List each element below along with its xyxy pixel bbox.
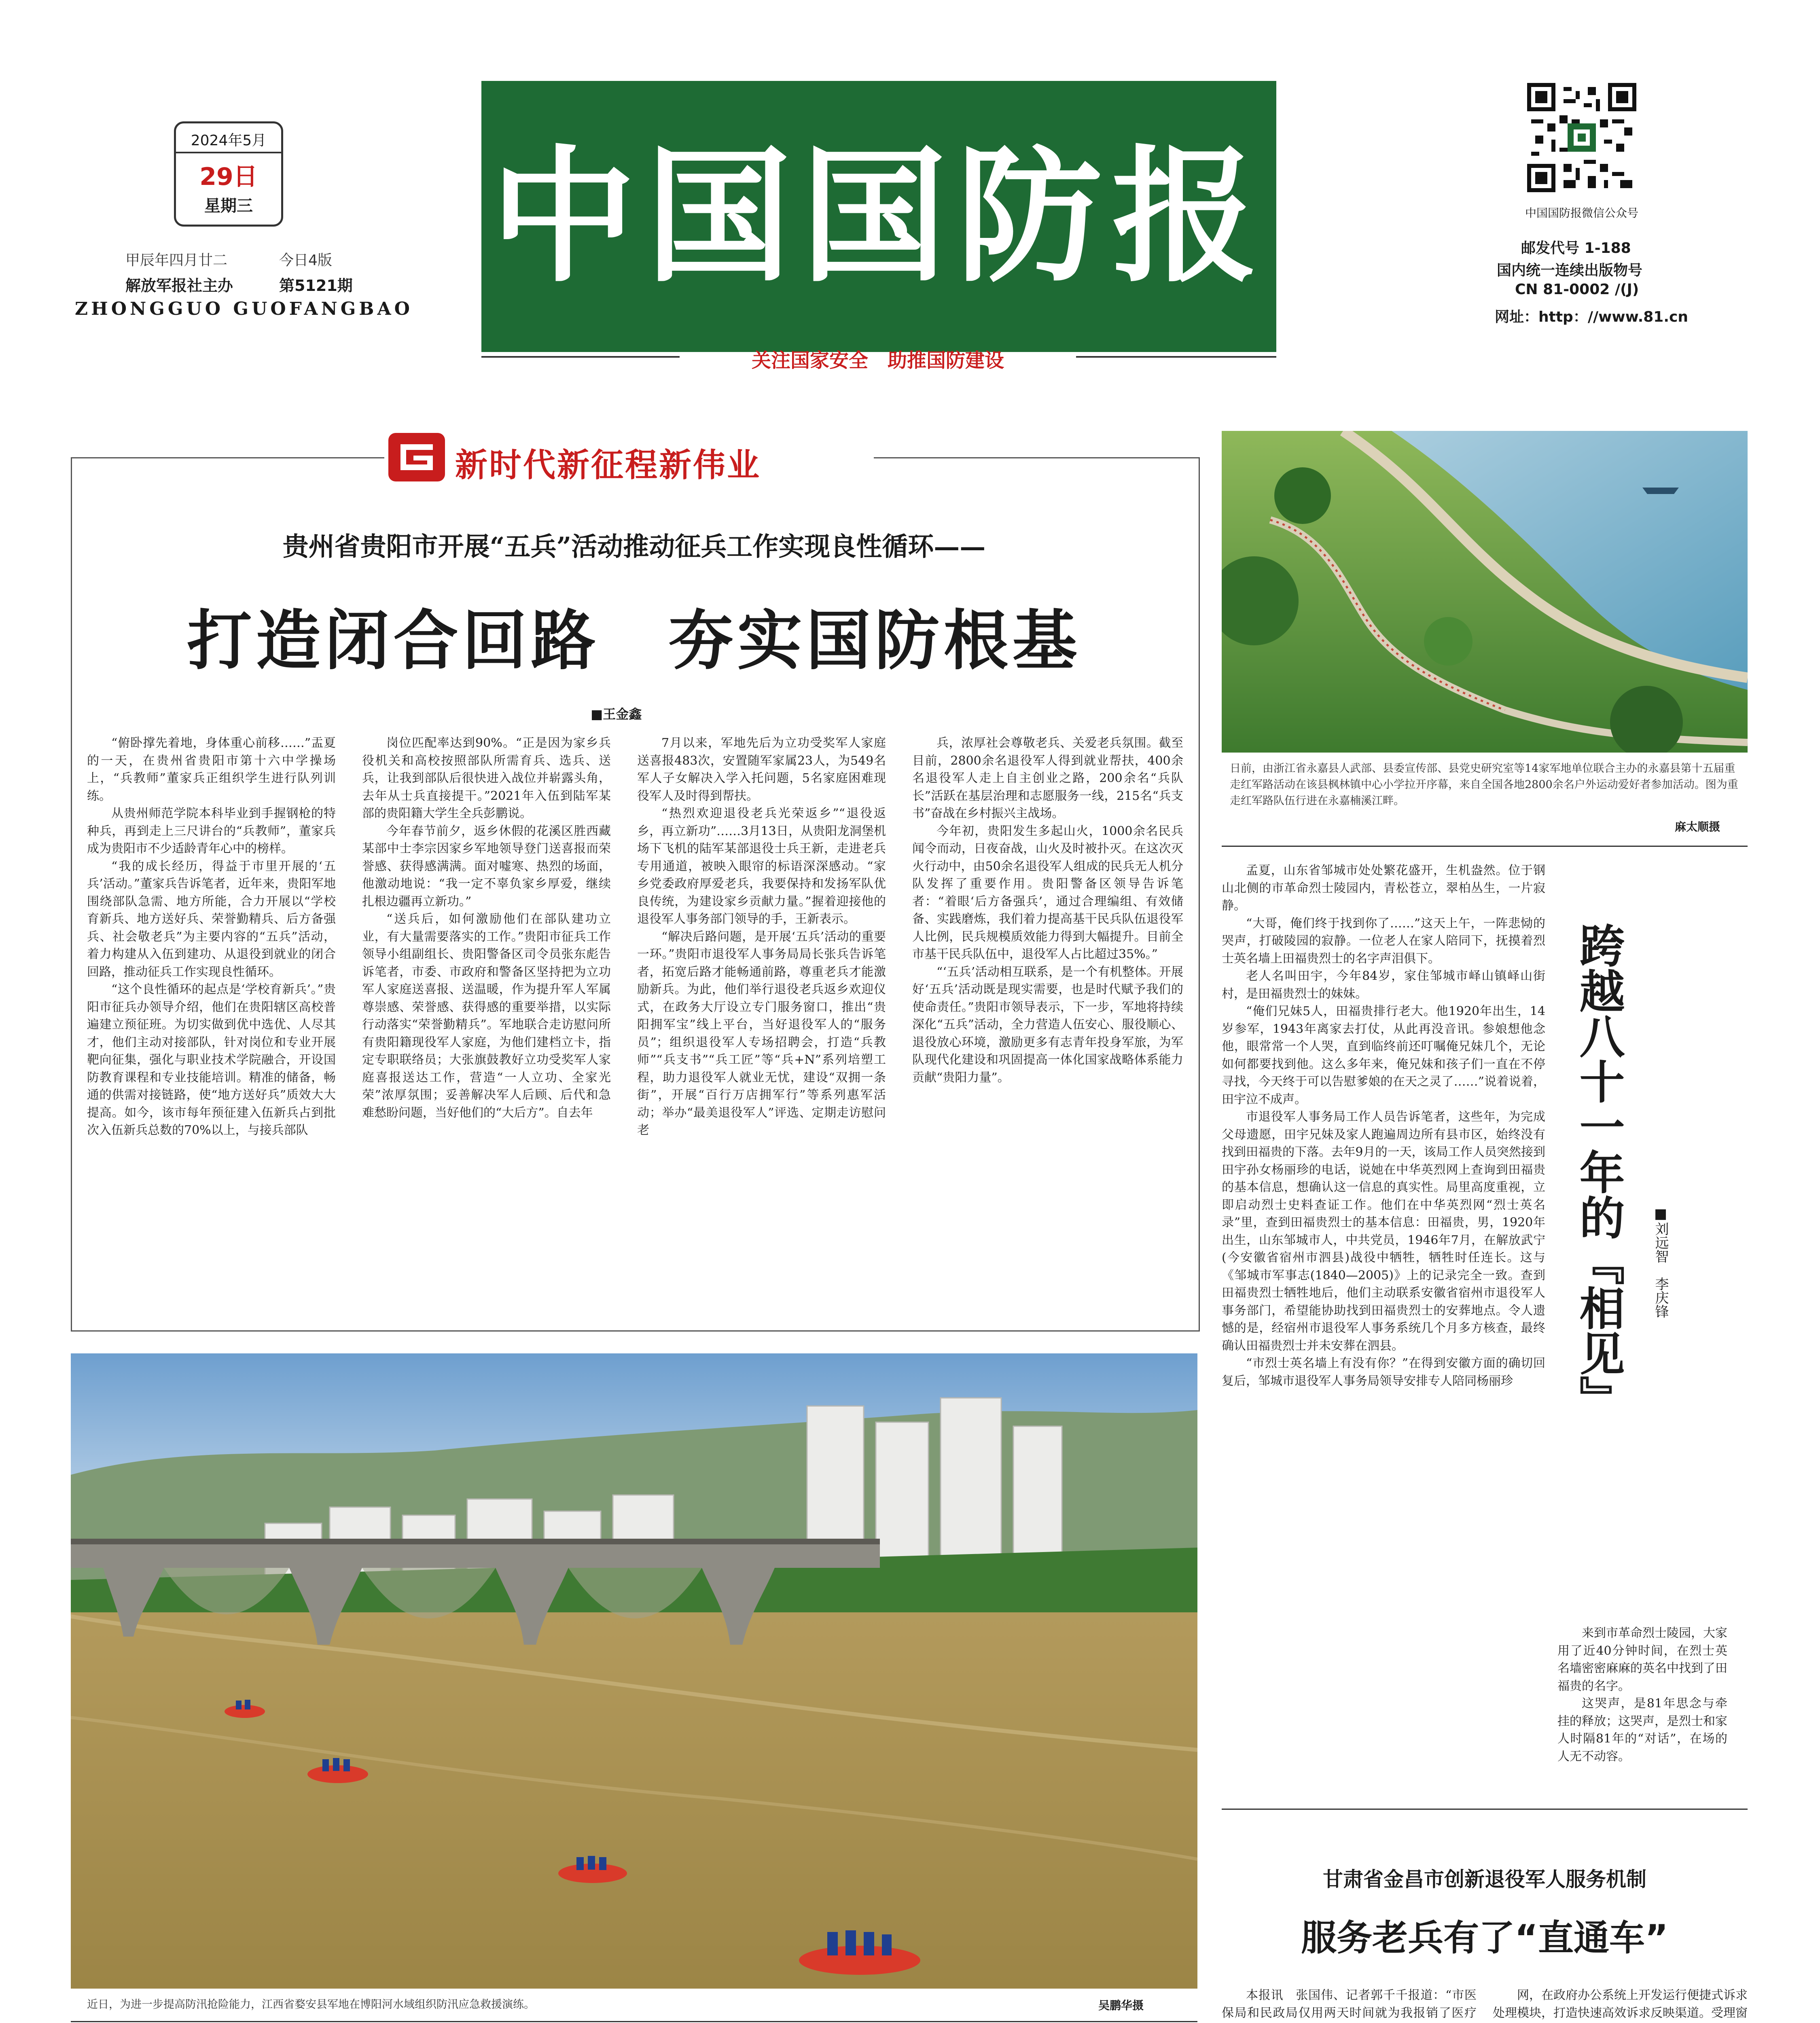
gansu-top-rule [1222, 1809, 1748, 1810]
lead-column-4 [912, 734, 1183, 1317]
lead-column-2 [362, 734, 611, 1317]
paragraph: 孟夏，山东省邹城市处处繁花盛开，生机盎然。位于钢山北侧的市革命烈士陵园内，青松苍立，翠柏丛生，一片寂静。 [1222, 863, 1545, 913]
banner-emblem-icon [388, 433, 445, 481]
edition-count: 今日4版 [279, 252, 332, 269]
paragraph: 市退役军人事务局工作人员告诉笔者，这些年，为完成父母遗愿，田宇兄妹及家人跑遍周边所有县市区，始终没有找到田福贵的下落。去年9月的一天，该局工作人员突然接到田宇孙女杨丽珍的电话，说她在中华英烈网上查询到田福贵的基本信息，想确认这一信息的真实性。局里高度重视，立即启动烈士史料查证工作。他们在中华英烈网“烈士英名录”里，查到田福贵烈士的基本信息：田福贵，男，1920年出生，山东邹城市人，中共党员，1946年7月，在解放武宁(今安徽省宿州市泗县)战役中牺牲，牺牲时任连长。这与《邹城市军事志(1840—2005)》上的记录完全一致。查到田福贵烈士牺牲地后，他们主动联系安徽省宿州市退役军人事务部门，希望能协助找到田福贵烈士的安葬地点。令人遗憾的是，经宿州市退役军人事务系统几个月多方核查，最终确认田福贵烈士并未安葬在泗县。 [1222, 1110, 1545, 1353]
side-story-headline: 跨越八十一年的『相见』 [1572, 922, 1625, 1421]
drill-credit: 吴鹏华摄 [1098, 1999, 1144, 2012]
lead-kicker: 贵州省贵阳市开展“五兵”活动推动征兵工作实现良性循环—— [282, 532, 986, 562]
slogan-rule-right [1076, 356, 1276, 358]
drill-photo [71, 1353, 1197, 1989]
hiking-caption-box [1222, 761, 1748, 838]
lead-column-1 [87, 734, 336, 1317]
paragraph: “这个良性循环的起点是‘学校育新兵’。”贵阳市征兵办领导介绍，他们在贵阳辖区高校普遍建立预征班。为切实做到优中选优、人尽其才，他们主动对接部队，针对岗位和专业开展靶向征集，强化与职业技术学院融合，开设国防教育课程和专业技能培训。精准的储备，畅通的供需对接链路，使“地方送好兵”质效大大提高。如今，该市每年预征建入伍新兵占到批次入伍新兵总数的70%以上，与接兵部队 [87, 982, 336, 1137]
hiking-credit: 麻太顺摄 [1675, 820, 1720, 833]
paragraph: 从贵州师范学院本科毕业到手握钢枪的特种兵，再到走上三尺讲台的“兵教师”，董家兵成为贵阳市不少适龄青年心中的榜样。 [87, 806, 336, 856]
hiking-photo-graphic [1222, 431, 1748, 753]
paragraph: 老人名叫田宇，今年84岁，家住邹城市峄山镇峄山街村，是田福贵烈士的妹妹。 [1222, 969, 1545, 1001]
lead-byline: ■王金鑫 [591, 706, 642, 722]
weekday: 星期三 [204, 197, 253, 215]
lead-column-3 [637, 734, 886, 1317]
date-day: 29日 [199, 163, 258, 191]
paragraph: 今年春节前夕，返乡休假的花溪区胜西藏某部中士李宗因家乡军地领导登门送喜报而荣誉感、获得感满满。面对嘘寒、热烈的场面，他激动地说：“我一定不辜负家乡厚爱，继续扎根边疆再立新功。” [362, 824, 611, 909]
slogan-rule-left [481, 356, 680, 358]
pinyin-title: ZHONGGUO GUOFANGBAO [75, 299, 413, 319]
hiking-photo [1222, 431, 1748, 753]
paragraph: “市烈士英名墙上有没有你？”在得到安徽方面的确切回复后，邹城市退役军人事务局领导安排专人陪同杨丽珍 [1222, 1356, 1545, 1388]
qr-code-graphic [1527, 83, 1636, 192]
section-banner-title: 新时代新征程新伟业 [455, 446, 761, 484]
website[interactable]: 网址：http：//www.81.cn [1495, 309, 1689, 325]
serial-label: 国内统一连续出版物号 [1497, 262, 1643, 279]
paragraph: 网，在政府办公系统上开发运行便捷式诉求处理模块，打造快速高效诉求反映渠道。受理窗 [1493, 1988, 1748, 2020]
drill-bottom-rule [71, 2021, 1197, 2022]
qr-code[interactable] [1527, 83, 1636, 192]
paragraph: “我的成长经历，得益于市里开展的‘五兵’活动。”董家兵告诉笔者，近年来，贵阳军地围绕部队急需、地方所能，合力开展以“学校育新兵、地方送好兵、荣誉勤精兵、后方备强兵、社会敬老兵”为主要内容的“五兵”活动，着力构建从入伍到建功、从退役到就业的闭合回路，推动征兵工作实现良性循环。 [87, 859, 336, 979]
paragraph: “俺们兄妹5人，田福贵排行老大。他1920年出生，14岁参军，1943年离家去打仗，从此再没音讯。参娘想他念他，眼常常一个人哭，直到临终前还叮嘱俺兄妹几个，无论如何都要找到他。这么多年来，俺兄妹和孩子们一直在不停寻找，今天终于可以告慰爹娘的在天之灵了……”说着说着，田宇泣不成声。 [1222, 1004, 1545, 1107]
paragraph: “送兵后，如何激励他们在部队建功立业，有大量需要落实的工作。”贵阳市征兵工作领导小组副组长、贵阳警备区司令员张东彪告诉笔者，市委、市政府和警备区坚持把为立功军人家庭送喜报、送温暖，作为提升军人军属尊崇感、荣誉感、获得感的重要举措，以实际行动落实“荣誉勤精兵”。军地联合走访慰问所有贵阳籍现役军人家庭，为他们建档立卡，指定专职联络员；大张旗鼓教好立功受奖军人家庭喜报送达工作，营造“一人立功、全家光荣”浓厚氛围；妥善解决军人后顾、后代和急难愁盼问题，当好他们的“大后方”。自去年 [362, 912, 611, 1120]
paragraph: 岗位匹配率达到90%。“正是因为家乡兵役机关和高校按照部队所需育兵、选兵、送兵，让我到部队后很快进入战位并崭露头角，去年从士兵直接提干。”2021年入伍到陆军某部的贵阳籍大学生全兵彭鹏说。 [362, 736, 611, 821]
paragraph: 本报讯 张国伟、记者郭千千报道：“市医保局和民政局仅用两天时间就为我报销了医疗 [1222, 1988, 1477, 2020]
section-banner [384, 431, 874, 483]
publisher: 解放军报社主办 [125, 277, 233, 295]
gansu-column-2 [1493, 1987, 1748, 2023]
gansu-headline: 服务老兵有了“直通车” [1301, 1917, 1668, 1959]
drill-photo-graphic [71, 1353, 1197, 1989]
side-story-column-b [1557, 1624, 1727, 1794]
paragraph: “大哥，俺们终于找到你了……”这天上午，一阵悲恸的哭声，打破陵园的寂静。一位老人在家人陪同下，抚摸着烈士英名墙上田福贵烈士的名字声泪俱下。 [1222, 916, 1545, 966]
paragraph: 兵，浓厚社会尊敬老兵、关爱老兵氛围。截至目前，2800余名退役军人得到就业帮扶，400余名退役军人走上自主创业之路，200余名“兵队长”活跃在基层治理和志愿服务一线，215名“兵支书”奋战在乡村振兴主战场。 [912, 736, 1183, 821]
paragraph: “解决后路问题，是开展‘五兵’活动的重要一环。”贵阳市退役军人事务局局长张兵告诉笔者，拓宽后路才能畅通前路，尊重老兵才能激励新兵。为此，他们举行退役老兵返乡欢迎仪式，在政务大厅设立专门服务窗口，推出“贵阳拥军宝”线上平台，当好退役军人的“服务员”；组织退役军人专场招聘会，打造“兵教师”“兵支书”“兵工匠”等“兵+N”系列培塑工程，助力退役军人就业无忧，建设“双拥一条街”，开展“百行万店拥军行”等系列惠军活动；举办“最美退役军人”评选、定期走访慰问老 [637, 929, 886, 1137]
side-story-byline: ■刘远智 李庆锋 [1653, 1206, 1669, 1318]
paragraph: 今年初，贵阳发生多起山火，1000余名民兵闻令而动，日夜奋战，山火及时被扑灭。在这次灭火行动中，由50余名退役军人组成的民兵无人机分队发挥了重要作用。贵阳警备区领导告诉笔者：“着眼‘后方备强兵’，通过合理编组、有效储备、实践磨炼，我们着力提高基干民兵队伍退役军人比例，民兵规模质效能力得到大幅提升。目前全市基干民兵队伍中，退役军人占比超过35%。” [912, 824, 1183, 961]
gansu-kicker: 甘肃省金昌市创新退役军人服务机制 [1323, 1867, 1646, 1891]
paragraph: “俯卧撑先着地，身体重心前移……”盂夏的一天，在贵州省贵阳市第十六中学操场上，“兵教师”董家兵正组织学生进行队列训练。 [87, 736, 336, 803]
postal-code: 邮发代号 1-188 [1521, 240, 1631, 257]
date-box [174, 121, 283, 227]
paragraph: 来到市革命烈士陵园，大家用了近40分钟时间，在烈士英名墙密密麻麻的英名中找到了田福贵的名字。 [1557, 1626, 1727, 1693]
slogan: 关注国家安全 助推国防建设 [751, 349, 1004, 372]
hiking-caption: 日前，由浙江省永嘉县人武部、县委宣传部、县党史研究室等14家军地单位联合主办的永嘉县第十五届重走红军路活动在该县枫林镇中心小学拉开序幕，来自全国各地2800余名户外运动爱好者参加活动。图为重走红军路队伍行进在永嘉楠溪江畔。 [1230, 762, 1738, 807]
lunar-date: 甲辰年四月廿二 [125, 252, 228, 269]
cn-code: CN 81-0002 /(J) [1515, 281, 1639, 298]
top-photo-rule [1222, 846, 1748, 847]
side-story-column-a [1222, 862, 1545, 1794]
drill-caption: 近日，为进一步提高防汛抢险能力，江西省婺安县军地在博阳河水域组织防汛应急救援演练。 [87, 1998, 535, 2011]
issue-number: 第5121期 [279, 277, 353, 295]
date-year-month: 2024年5月 [191, 132, 267, 149]
masthead-title-block [481, 81, 1276, 352]
paragraph: 7月以来，军地先后为立功受奖军人家庭送喜报483次，安置随军家属23人，为549名军人子女解决入学入托问题，5名家庭困难现役军人及时得到帮扶。 [637, 736, 886, 803]
lead-headline: 打造闭合回路 夯实国防根基 [187, 603, 1081, 679]
date-divider [176, 152, 281, 153]
paragraph: 这哭声，是81年思念与牵挂的释放；这哭声，是烈士和家人时隔81年的“对话”，在场的人无不动容。 [1557, 1696, 1727, 1764]
gansu-column-1 [1222, 1987, 1477, 2023]
masthead-title: 中国国防报 [490, 131, 1267, 302]
paragraph: “‘五兵’活动相互联系，是一个有机整体。开展好‘五兵’活动既是现实需要，也是时代赋予我们的使命责任。”贵阳市领导表示，下一步，军地将持续深化“五兵”活动，全力营造人伍安心、服役顺心、退役放心环境，激励更多有志青年投身军旅，为军队现代化建设和巩固提高一体化国家战略体系能力贡献“贵阳力量”。 [912, 965, 1183, 1085]
qr-label: 中国国防报微信公众号 [1525, 206, 1638, 220]
paragraph: “热烈欢迎退役老兵光荣返乡”“退役返乡，再立新功”……3月13日，从贵阳龙洞堡机场下飞机的陆军某部退役士兵王新，走进老兵专用通道，被映入眼帘的标语深深感动。“家乡党委政府厚爱老兵，我要保持和发扬军队优良传统，为建设家乡贡献力量。”握着迎接他的退役军人事务部门领导的手，王新表示。 [637, 806, 886, 926]
